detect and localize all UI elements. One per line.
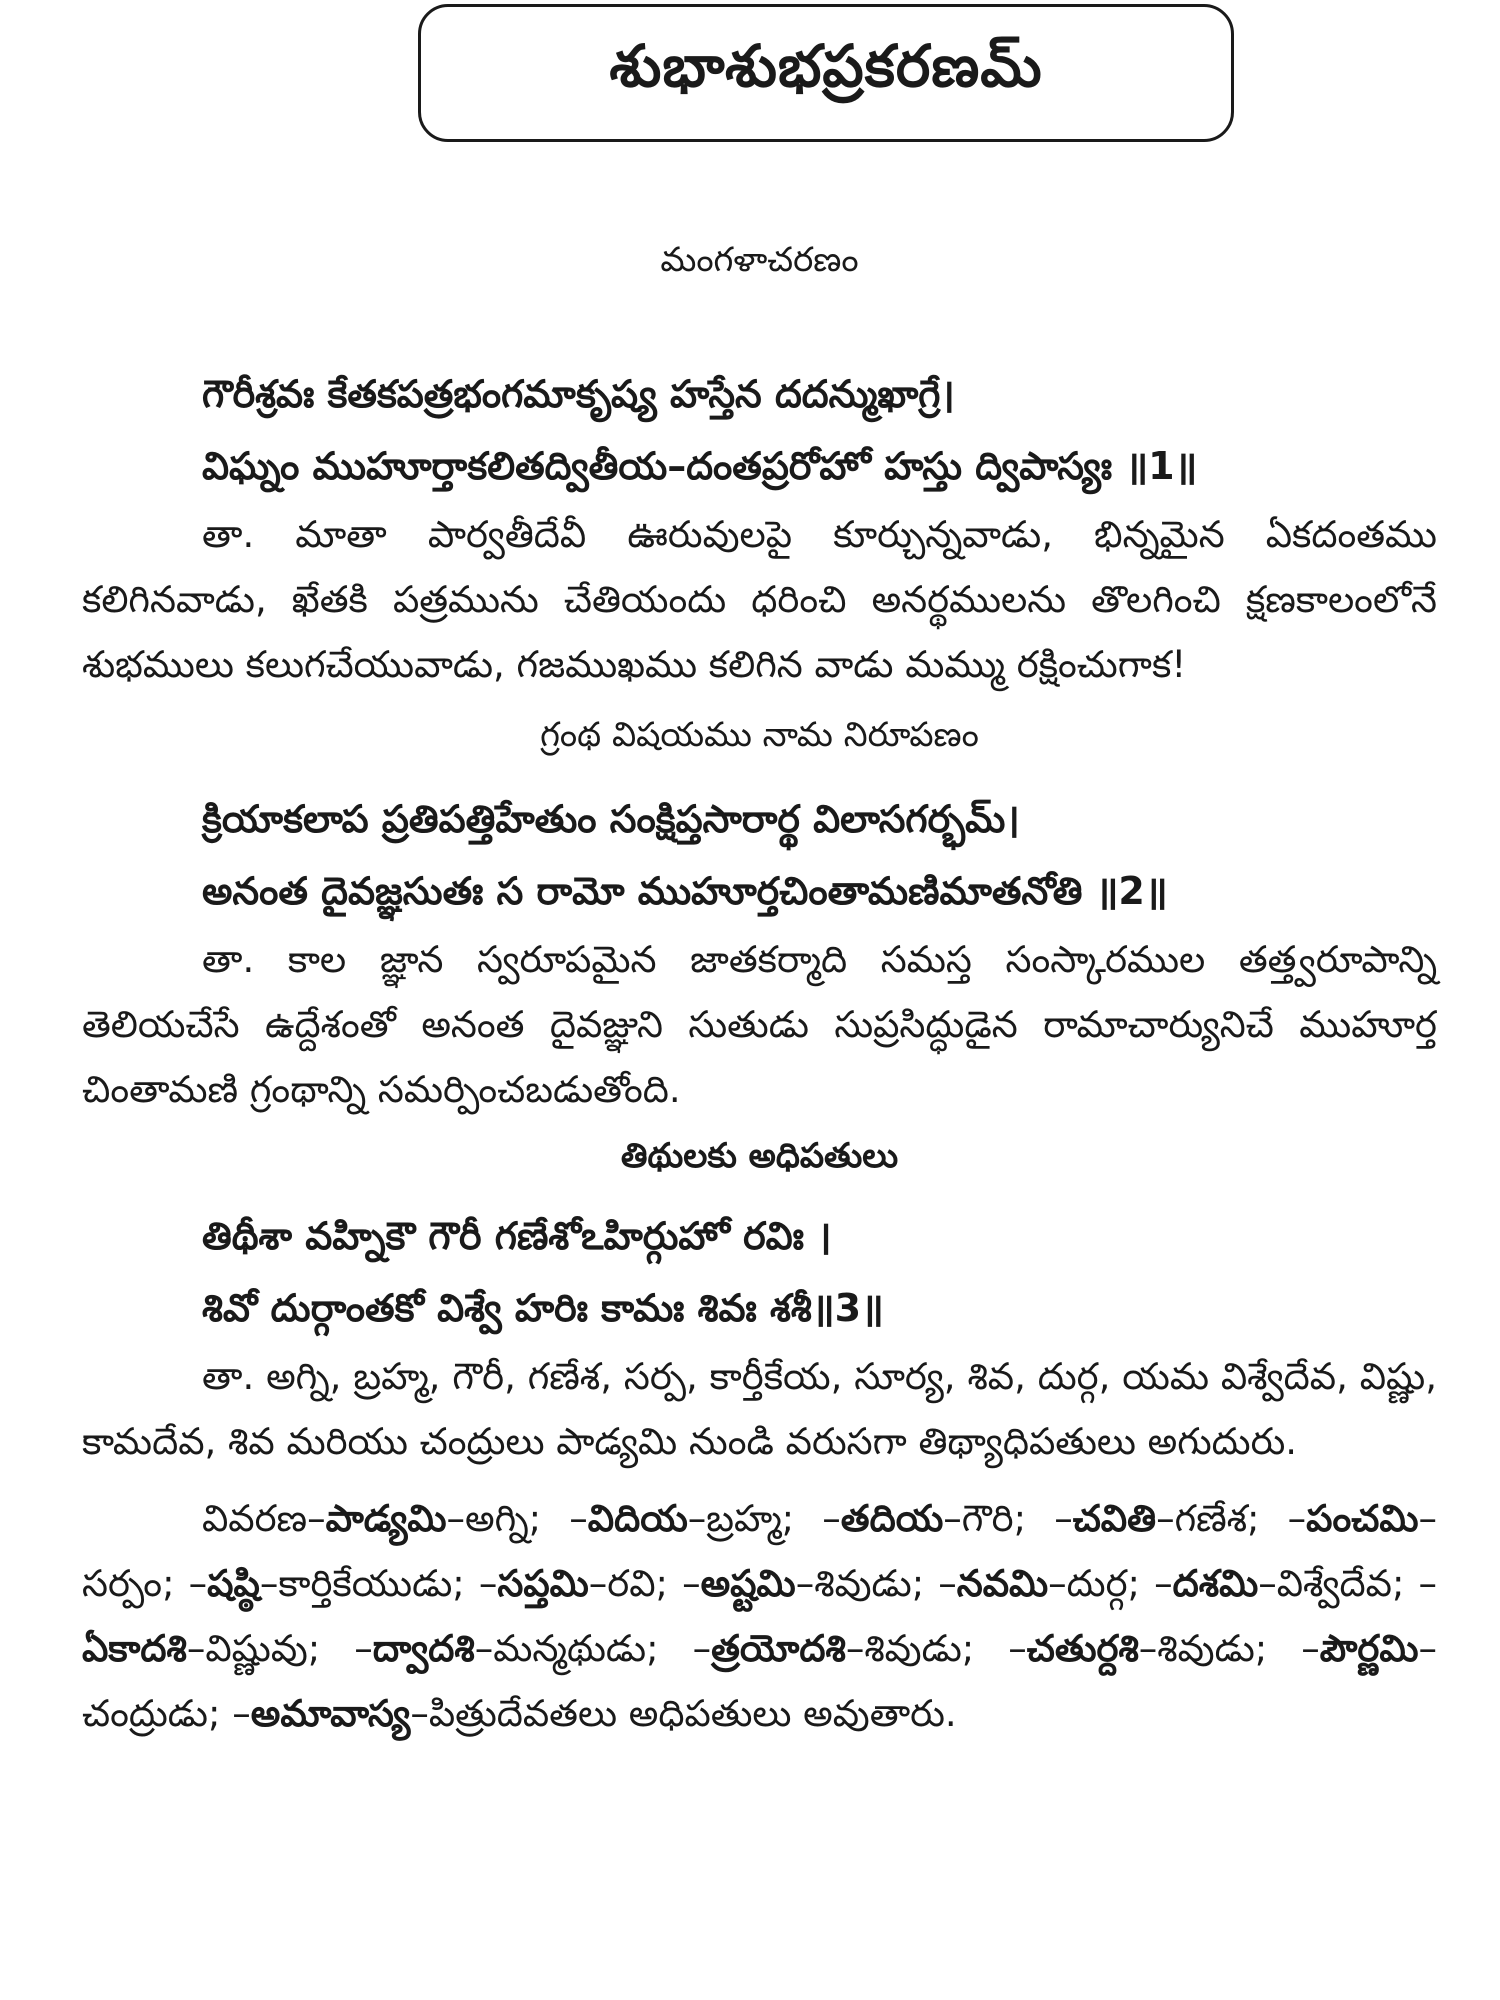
tithi-lord: బ్రహ్మ <box>706 1497 782 1540</box>
title-box <box>418 4 1234 142</box>
tithi-lord: శివుడు <box>864 1627 962 1670</box>
tithi-lord: మన్మథుడు <box>493 1627 647 1670</box>
tithi-lord: గణేశ <box>1174 1497 1248 1540</box>
section-heading-mangalacharanam: మంగళాచరణం <box>660 240 859 280</box>
tithi-lord: రవి <box>607 1562 656 1605</box>
tithi-name: అష్టమి <box>700 1562 796 1605</box>
tithi-lord: చంద్రుడు <box>82 1692 208 1735</box>
tithi-name: పంచమి <box>1306 1497 1419 1540</box>
page-title: శుభాశుభప్రకరణమ్ <box>609 31 1043 100</box>
verse-1-meaning: తా. మాతా పార్వతీదేవీ ఊరువులపై కూర్చున్నవాడు, భిన్నమైన ఏకదంతము కలిగినవాడు, ఖేతకి పత్రమును చేతియందు ధరించి అనర్థములను తొలగించి క్షణకాలంలోనే శుభములు కలుగచేయువాడు, గజముఖము కలిగిన వాడు మమ్ము రక్షించుగాక! <box>82 513 1437 686</box>
tithi-lords-explanation <box>82 1486 1437 1746</box>
tithi-name: దశమి <box>1172 1562 1259 1605</box>
tithi-lord: విష్ణువు <box>205 1627 308 1670</box>
tithi-name: తదియ <box>840 1497 944 1540</box>
tithi-lord: అగ్ని <box>465 1497 529 1540</box>
vivarana-label: వివరణ <box>202 1497 308 1540</box>
document-body <box>82 232 1437 1746</box>
tithi-name: పౌర్ణమి <box>1319 1627 1419 1670</box>
tithi-lord: విశ్వేదేవ <box>1276 1562 1392 1605</box>
tithi-name: నవమి <box>956 1562 1049 1605</box>
tithi-name: చవితి <box>1072 1497 1157 1540</box>
tithi-name: ద్వాదశి <box>372 1627 475 1670</box>
tithi-name: విదియ <box>587 1497 688 1540</box>
tithi-name: ఏకాదశి <box>82 1627 187 1670</box>
tithi-lord: శివుడు <box>1157 1627 1255 1670</box>
tithi-lord: గౌరి <box>961 1497 1014 1540</box>
section-heading-tithi-lords: తిథులకు అధిపతులు <box>620 1136 899 1176</box>
verse-2-meaning: తా. కాల జ్ఞాన స్వరూపమైన జాతకర్మాది సమస్త సంస్కారముల తత్త్వరూపాన్ని తెలియచేసే ఉద్దేశంతో అనంత దైవజ్ఞుని సుతుడు సుప్రసిద్ధుడైన రామాచార్యునిచే ముహూర్త చింతామణి గ్రంథాన్ని సమర్పించబడుతోంది. <box>82 938 1437 1111</box>
verse-3-meaning: తా. అగ్ని, బ్రహ్మ, గౌరీ, గణేశ, సర్ప, కార్తీకేయ, సూర్య, శివ, దుర్గ, యమ విశ్వేదేవ, విష్ణు, కామదేవ, శివ మరియు చంద్రులు పాడ్యమి నుండి వరుసగా తిథ్యాధిపతులు అగుదురు. <box>82 1355 1437 1463</box>
verse-1-line-1: గౌరీశ్రవః కేతకపత్రభంగమాకృష్య హస్తేన దదన్ముఖాగ్రే। <box>202 372 955 416</box>
verse-3-line-1: తిథీశా వహ్నికౌ గౌరీ గణేశోఽహిర్గుహో రవిః । <box>202 1214 832 1258</box>
tithi-name: త్రయోదశి <box>711 1627 846 1670</box>
tithi-lord: శివుడు <box>814 1562 912 1605</box>
verse-2-line-1: క్రియాకలాప ప్రతిపత్తిహేతుం సంక్షిప్తసారార్థ విలాసగర్భమ్। <box>202 797 1020 841</box>
tithi-name: షష్ఠి <box>207 1562 260 1605</box>
tithi-name: చతుర్దశి <box>1026 1627 1139 1670</box>
tithi-lord: కార్తికేయుడు <box>278 1562 453 1605</box>
tithi-name: సప్తమి <box>497 1562 589 1605</box>
tithi-lord: సర్పం <box>82 1562 163 1605</box>
tithi-lord: దుర్గ <box>1066 1562 1128 1605</box>
tithi-lord-list: –పాడ్యమి–అగ్ని; –విదియ–బ్రహ్మ; –తదియ–గౌరి; –చవితి–గణేశ; –పంచమి– సర్పం; –షష్ఠి–కార్తికేయుడు; –సప్తమి–రవి; –అష్టమి–శివుడు; –నవమి–దుర్గ; –దశమి–విశ్వేదేవ; –ఏకాదశి–విష్ణువు; –ద్వాదశి–మన్మథుడు; –త్రయోదశి–శివుడు; –చతుర్దశి–శివుడు; –పౌర్ణమి–చంద్రుడు; –అమావాస్య–పిత్రుదేవతలు అధిపతులు అవుతారు. <box>82 1497 1438 1735</box>
tithi-lord: పిత్రుదేవతలు అధిపతులు అవుతారు. <box>428 1692 957 1735</box>
verse-3-line-2: శివో దుర్గాంతకో విశ్వే హరిః కామః శివః శశీ॥3॥ <box>202 1286 884 1330</box>
section-heading-grantha-vishayam: గ్రంథ విషయము నామ నిరూపణం <box>540 715 979 755</box>
verse-1-line-2: విఘ్నం ముహూర్తాకలితద్వితీయ–దంతప్రరోహో హస్తు ద్విపాస్యః ॥1॥ <box>202 444 1198 488</box>
tithi-name: పాడ్యమి <box>325 1497 447 1540</box>
verse-2-line-2: అనంత దైవజ్ఞసుతః స రామో ముహూర్తచింతామణిమాతనోతి ॥2॥ <box>202 869 1168 913</box>
tithi-name: అమావాస్య <box>250 1692 411 1735</box>
